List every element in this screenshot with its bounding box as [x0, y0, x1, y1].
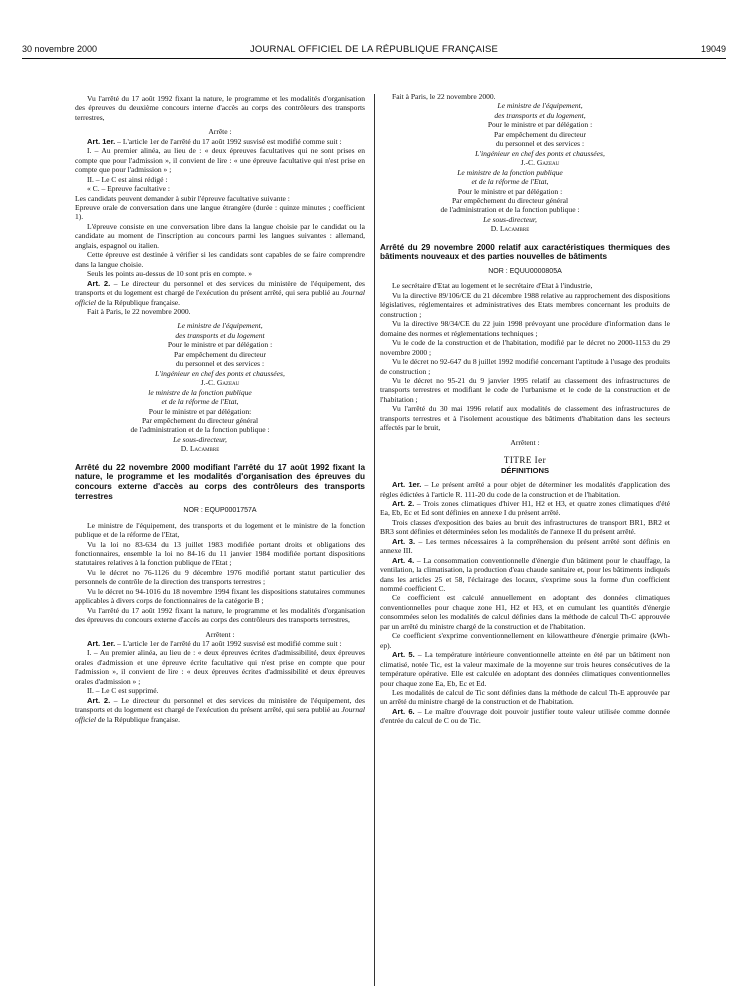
article-label: Art. 6. [392, 706, 415, 716]
article-label: Art. 4. [392, 555, 415, 565]
signer-role: et de la réforme de l'Etat, [161, 397, 239, 407]
signer-name: D. Lacambre [180, 444, 220, 454]
signer-name: J.-C. Gazeau [520, 158, 560, 168]
paragraph: Vu le décret no 95-21 du 9 janvier 1995 relatif au classement des infrastructures de transports terrestres et modifiant le code de l'urbanisme et le code de la construction et de l'habitation ; [380, 375, 670, 404]
paragraph: Le ministre de l'équipement, des transports et du logement et le ministre de la fonction publique et de la réforme de l'Etat, [75, 520, 365, 540]
article-text: – Le maître d'ouvrage doit pouvoir justifier toute valeur utilisée comme donnée d'entrée du calcul de C ou de Tic. [380, 706, 670, 726]
signer-role: des transports et du logement, [494, 110, 586, 120]
article-label: Art. 2. [87, 278, 111, 288]
article-2 [75, 279, 365, 307]
article-1 [75, 639, 365, 648]
article-text: – Trois zones climatiques d'hiver H1, H2 et H3, et quatre zones climatiques d'été Ea, Eb, Ec et Ed sont définies en annexe I du présent arrêté. [380, 498, 670, 518]
signer-delegation: Pour le ministre et par délégation: [148, 406, 252, 416]
article-2 [380, 499, 670, 518]
paragraph: Vu le code de la construction et de l'habitation, modifié par le décret no 2000-1153 du 29 novembre 2000 ; [380, 338, 670, 357]
paragraph: II. – Le C est ainsi rédigé : [87, 174, 168, 184]
paragraph: Trois classes d'exposition des baies au bruit des infrastructures de transport BR1, BR2 et BR3 sont définies et déterminées selon les modalités de l'annexe II du présent arrêté. [380, 517, 670, 537]
article-label: Art. 1er. [87, 639, 116, 649]
right-column [380, 94, 670, 726]
signer-role: Le ministre de l'équipement, [177, 321, 263, 331]
signer-role: des transports et du logement [175, 330, 265, 340]
signer-name: D. Lacambre [490, 224, 530, 234]
signer-name: J.-C. Gazeau [200, 378, 240, 388]
signer-role: Le ministre de l'équipement, [497, 101, 583, 111]
paragraph: Ce coefficient s'exprime conventionnellement en kilowattheure d'énergie primaire (kWh-ep). [380, 631, 670, 650]
signer-role: et de la réforme de l'Etat, [471, 177, 549, 187]
journal-title: JOURNAL OFFICIEL DE LA RÉPUBLIQUE FRANÇAISE [249, 44, 499, 55]
arrete-title: Arrêté du 29 novembre 2000 relatif aux caractéristiques thermiques des bâtiments nouveaux et des parties nouvelles de bâtiments [380, 242, 670, 262]
paragraph: Le secrétaire d'Etat au logement et le secrétaire d'Etat à l'industrie, [392, 281, 593, 291]
paragraph: Epreuve orale de conversation dans une langue étrangère (durée : quinze minutes ; coefficient 1). [75, 202, 365, 222]
signer-delegation: Par empêchement du directeur [174, 349, 266, 359]
article-text: – Le directeur du personnel et des services du ministère de l'équipement, des transports et du logement est chargé de l'exécution du présent arrêté, qui sera publié au [75, 695, 365, 715]
paragraph: Vu l'arrêté du 30 mai 1996 relatif aux modalités de classement des infrastructures de transports terrestres et à l'isolement acoustique des bâtiments d'habitation dans les secteurs affectés par le bruit, [380, 404, 670, 433]
article-text: – Les termes nécessaires à la compréhension du présent arrêté sont définis en annexe III. [380, 536, 670, 556]
journal-ref: Journal officiel [75, 705, 365, 724]
article-label: Art. 2. [392, 498, 415, 508]
fait-a-paris: Fait à Paris, le 22 novembre 2000. [392, 92, 496, 101]
signer-delegation: Pour le ministre et par délégation : [167, 340, 273, 350]
signature-block [410, 101, 670, 167]
article-1 [380, 480, 670, 499]
article-6 [380, 707, 670, 726]
signer-role: le ministre de la fonction publique [148, 387, 252, 397]
nor-reference: NOR : EQUU0000805A [488, 267, 562, 275]
paragraph: Vu l'arrêté du 17 août 1992 fixant la nature, le programme et les modalités d'organisation des épreuves du concours externe d'accès au corps des contrôleurs des transports terrestres, [75, 605, 365, 625]
signer-title: Le sous-directeur, [483, 214, 537, 224]
signer-delegation: Pour le ministre et par délégation : [487, 120, 593, 130]
article-label: Art. 5. [392, 650, 415, 660]
article-label: Art. 1er. [392, 480, 422, 490]
paragraph: II. – Le C est supprimé. [87, 686, 159, 696]
paragraph: Ce coefficient est calculé annuellement en adoptant des données climatiques conventionnelles pour chaque zone H1, H2 et H3, et en cumulant les quantités d'énergie consommées selon les modalités de calcul définies dans la méthode de calcul Th-C approuvée par un arrêté du ministre chargé de la construction et de l'habitation. [380, 593, 670, 631]
fait-a-paris: Fait à Paris, le 22 novembre 2000. [87, 306, 191, 316]
paragraph: Les modalités de calcul de Tic sont définies dans la méthode de calcul Th-E approuvée par un arrêté du ministre chargé de la construction et de l'habitation. [380, 688, 670, 707]
article-text: – La consommation conventionnelle d'énergie d'un bâtiment pour le chauffage, la ventilation, la climatisation, la production d'eau chaude sanitaire et, pour les bâtiments indiqués dans les articles 25 et 58, l'éclairage des locaux, s'exprime sous la forme d'un coefficient nommé coefficient C. [380, 555, 670, 594]
paragraph: L'épreuve consiste en une conversation libre dans la langue choisie par le candidat ou la candidate au moment de l'inscription au concours parmi les langues suivantes : allemand, anglais, espagnol ou italien. [75, 221, 365, 250]
paragraph: Vu le décret no 94-1016 du 18 novembre 1994 fixant les dispositions statutaires communes applicables à divers corps de fonctionnaires de la catégorie B ; [75, 586, 365, 606]
signer-title: L'ingénieur en chef des ponts et chaussées, [155, 368, 285, 378]
header-date: 30 novembre 2000 [22, 44, 98, 54]
definitions-heading: DÉFINITIONS [500, 465, 550, 475]
header-rule [22, 58, 726, 59]
signature-block [75, 321, 365, 387]
signer-role: Le ministre de la fonction publique [457, 167, 563, 177]
paragraph: Vu le décret no 76-1126 du 9 décembre 1976 modifié portant statut particulier des personnels de contrôle de la direction des transports terrestres ; [75, 567, 365, 587]
journal-ref: Journal officiel [75, 288, 365, 307]
signature-block [350, 168, 670, 234]
signer-delegation: Par empêchement du directeur général [141, 415, 259, 425]
article-label: Art. 2. [87, 695, 111, 705]
signer-title: L'ingénieur en chef des ponts et chaussées, [475, 148, 605, 158]
signer-delegation: Par empêchement du directeur [494, 129, 586, 139]
paragraph: I. – Au premier alinéa, au lieu de : « deux épreuves facultatives qui ne sont prises en compte que pour l'admission », il convient de lire : « une épreuve facultative qui n'est prise en compte que pour l'admission » ; [75, 146, 365, 175]
article-text: – L'article 1er de l'arrêté du 17 août 1992 susvisé est modifié comme suit : [115, 639, 342, 649]
signer-title: Le sous-directeur, [173, 434, 227, 444]
paragraph: Vu le décret no 92-647 du 8 juillet 1992 modifié concernant l'aptitude à l'usage des produits de construction ; [380, 357, 670, 376]
article-3 [380, 537, 670, 556]
page-header [22, 44, 726, 58]
signer-delegation: du personnel et des services : [175, 359, 265, 369]
nor-reference: NOR : EQUP0001757A [183, 507, 257, 515]
paragraph: « C. – Epreuve facultative : [87, 184, 170, 194]
article-text: de la République française. [95, 714, 180, 724]
paragraph: Vu la loi no 83-634 du 13 juillet 1983 modifiée portant droits et obligations des fonctionnaires, ensemble la loi no 84-16 du 11 janvier 1984 modifiée portant dispositions statutaires relatives à la fonction publique de l'Etat ; [75, 539, 365, 568]
article-1 [75, 137, 365, 146]
page-number: 19049 [700, 44, 726, 54]
article-2 [75, 696, 365, 724]
article-text: – L'article 1er de l'arrêté du 17 août 1992 susvisé est modifié comme suit : [115, 136, 342, 146]
titre-heading: TITRE Ier [503, 455, 547, 466]
signer-delegation: de l'administration et de la fonction publique : [440, 205, 580, 215]
signature-block [35, 388, 365, 454]
signer-delegation: du personnel et des services : [495, 139, 585, 149]
signer-delegation: Pour le ministre et par délégation : [457, 186, 563, 196]
paragraph: Vu la directive 98/34/CE du 22 juin 1998 prévoyant une procédure d'information dans le domaine des normes et réglementations techniques ; [380, 319, 670, 338]
paragraph: Vu l'arrêté du 17 août 1992 fixant la nature, le programme et les modalités d'organisation des épreuves du deuxième concours interne d'accès au corps des contrôleurs des transports terrestres, [75, 94, 365, 122]
article-text: – La température intérieure conventionnelle atteinte en été par un bâtiment non climatisé, notée Tic, est la valeur maximale de la moyenne sur trois heures consécutives de la température opérative. Elle est calculée en adoptant des données climatiques conventionnelles pour chaque zone Ea, Eb, Ec et Ed. [380, 650, 670, 688]
article-text: – Le directeur du personnel et des services du ministère de l'équipement, des transports et du logement est chargé de l'exécution du présent arrêté, qui sera publié au [75, 278, 365, 298]
article-text: – Le présent arrêté a pour objet de déterminer les modalités d'application des règles édictées à l'article R. 111-20 du code de la construction et de l'habitation. [380, 480, 670, 499]
article-label: Art. 3. [392, 536, 416, 546]
paragraph: Cette épreuve est destinée à vérifier si les candidats sont capables de se faire comprendre dans la langue choisie. [75, 250, 365, 269]
arrete-title: Arrêté du 22 novembre 2000 modifiant l'arrêté du 17 août 1992 fixant la nature, le programme et les modalités d'organisation des épreuves du concours externe d'accès au corps des contrôleurs des transports terrestres [75, 462, 365, 501]
article-5 [380, 650, 670, 688]
arrete-heading: Arrête : [208, 127, 232, 137]
paragraph: Seuls les points au-dessus de 10 sont pris en compte. » [87, 269, 252, 279]
arretent-heading: Arrêtent : [510, 437, 540, 447]
paragraph: Les candidats peuvent demander à subir l'épreuve facultative suivante : [75, 193, 290, 203]
article-text: de la République française. [95, 297, 180, 307]
signer-delegation: Par empêchement du directeur général [451, 195, 569, 205]
article-label: Art. 1er. [87, 136, 116, 146]
left-column [75, 94, 365, 724]
arretent-heading: Arrêtent : [205, 629, 235, 639]
signer-delegation: de l'administration et de la fonction publique : [130, 425, 270, 435]
article-4 [380, 556, 670, 594]
paragraph: I. – Au premier alinéa, au lieu de : « deux épreuves écrites d'admissibilité, deux épreuves orales d'admission et une épreuve écrite facultative qui n'est prise en compte que pour l'admission », il convient de lire : « deux épreuves écrites d'admissibilité et deux épreuves orales d'admission » ; [75, 648, 365, 686]
paragraph: Vu la directive 89/106/CE du 21 décembre 1988 relative au rapprochement des dispositions législatives, réglementaires et administratives des Etats membres concernant les produits de construction ; [380, 290, 670, 319]
